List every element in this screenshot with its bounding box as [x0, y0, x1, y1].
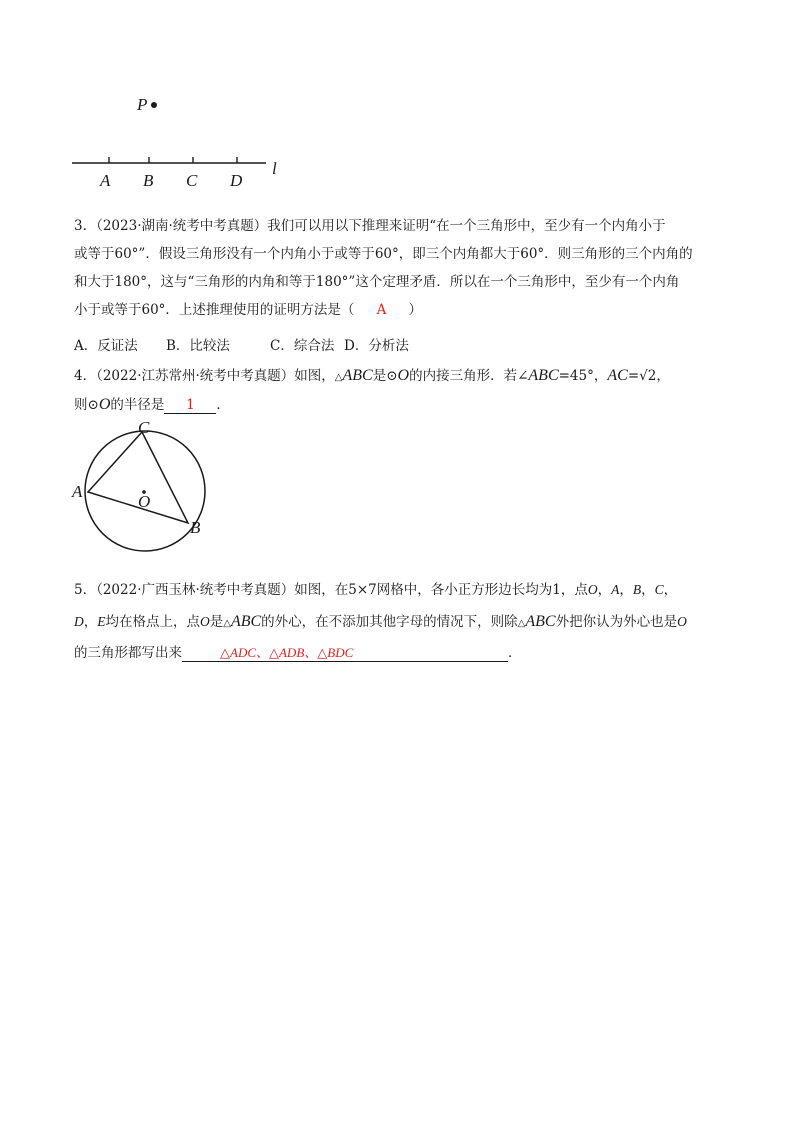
circle-o-2: O [98, 396, 111, 413]
line-l-label: l [272, 159, 277, 178]
q3-option-c: C．综合法 [270, 338, 335, 354]
q5-point-o-3: O [677, 614, 687, 629]
q5-text-is: 是 [209, 614, 224, 630]
q3-option-d: D．分析法 [344, 338, 409, 354]
q5-point-o: O [587, 582, 598, 597]
q3-line-4-end: ） [408, 302, 422, 318]
label-o: O [138, 492, 151, 511]
q5-point-c: C [654, 582, 664, 597]
q4-text-radius: 的半径是 [110, 397, 165, 413]
q5-point-b: B [632, 582, 642, 597]
q3-line-4 [74, 298, 422, 318]
q3-line-1: 3．（2023·湖南·统考中考真题）我们可以用以下推理来证明“在一个三角形中，至少有一个内角小于 [74, 218, 666, 234]
q4-answer: 1 [164, 397, 216, 414]
q5-point-a: A [611, 582, 620, 597]
q3-line-4-text: 小于或等于60°．上述推理使用的证明方法是（ [74, 302, 355, 318]
circle-figure [64, 416, 214, 556]
q5-triangle-symbol-2: △ [517, 618, 526, 629]
q4-line-2 [74, 393, 230, 414]
label-b: B [190, 518, 201, 537]
q5-line-3 [74, 641, 522, 662]
point-line-figure [60, 88, 300, 193]
q4-intro: 4．（2022·江苏常州·统考中考真题）如图， [74, 368, 335, 384]
q5-line-1: 5．（2022·广西玉林·统考中考真题）如图，在5×7网格中，各小正方形边长均为1，点O，A，B，C， [74, 582, 678, 598]
point-a-label: A [100, 171, 111, 190]
triangle-abc: ABC [342, 367, 373, 384]
circle-symbol-2: ⊙ [87, 397, 99, 413]
q3-option-b: B．比较法 [166, 338, 230, 354]
q5-answer-blank [182, 645, 508, 662]
segment-ac: AC [607, 367, 628, 384]
q5-text-grid: 均在格点上，点 [105, 614, 200, 630]
q4-text-angle: =45°， [558, 368, 608, 384]
q5-intro: 5．（2022·广西玉林·统考中考真题）如图，在5×7网格中，各小正方形边长均为1，点 [74, 582, 588, 598]
q5-point-e: E [97, 614, 106, 629]
q4-text-inscribed: 的内接三角形．若∠ [409, 368, 529, 384]
q4-text-then: 则 [74, 397, 88, 413]
q4-text-is: 是 [372, 368, 387, 384]
q5-triangle-abc: ABC [230, 613, 262, 630]
q5-period: ． [508, 645, 522, 661]
label-c: C [138, 418, 150, 437]
q4-period: ． [216, 397, 230, 413]
q4-text-ac-value: =√2， [627, 368, 670, 384]
point-d-label: D [230, 171, 243, 190]
point-c-label: C [186, 171, 198, 190]
q5-text-write: 的三角形都写出来 [74, 645, 182, 661]
q5-point-d: D [74, 614, 84, 629]
q5-answer: △ADC、△ADB、△BDC [220, 645, 354, 660]
q3-line-3: 和大于180°，这与“三角形的内角和等于180°”这个定理矛盾．所以在一个三角形中，至少有一个内角 [74, 274, 680, 290]
point-b-label: B [143, 171, 154, 190]
q3-option-a: A．反证法 [74, 338, 138, 354]
q5-triangle-symbol: △ [223, 618, 231, 629]
q3-line-2: 或等于60°”．假设三角形没有一个内角小于或等于60°，即三个内角都大于60°．则三角形的三个内角的 [74, 246, 693, 262]
q5-text-outside: 外把你认为外心也是 [555, 614, 678, 630]
q4-line-1 [74, 364, 670, 385]
circle-o: O [397, 367, 410, 384]
triangle-symbol: △ [334, 372, 343, 383]
label-a: A [72, 482, 83, 501]
point-p-dot [151, 102, 157, 108]
q5-point-o-2: O [200, 614, 210, 629]
circle-symbol: ⊙ [386, 368, 398, 384]
q5-triangle-abc-2: ABC [525, 613, 556, 630]
q5-line-2: D，E均在格点上，点O是△ABC的外心，在不添加其他字母的情况下，则除△ABC外把你认为外心也是O [74, 613, 687, 630]
angle-abc: ABC [528, 367, 559, 384]
q3-answer: A [376, 302, 387, 318]
point-p-label: P [137, 95, 148, 114]
q5-text-circumcenter: 的外心，在不添加其他字母的情况下，则除 [261, 614, 518, 630]
